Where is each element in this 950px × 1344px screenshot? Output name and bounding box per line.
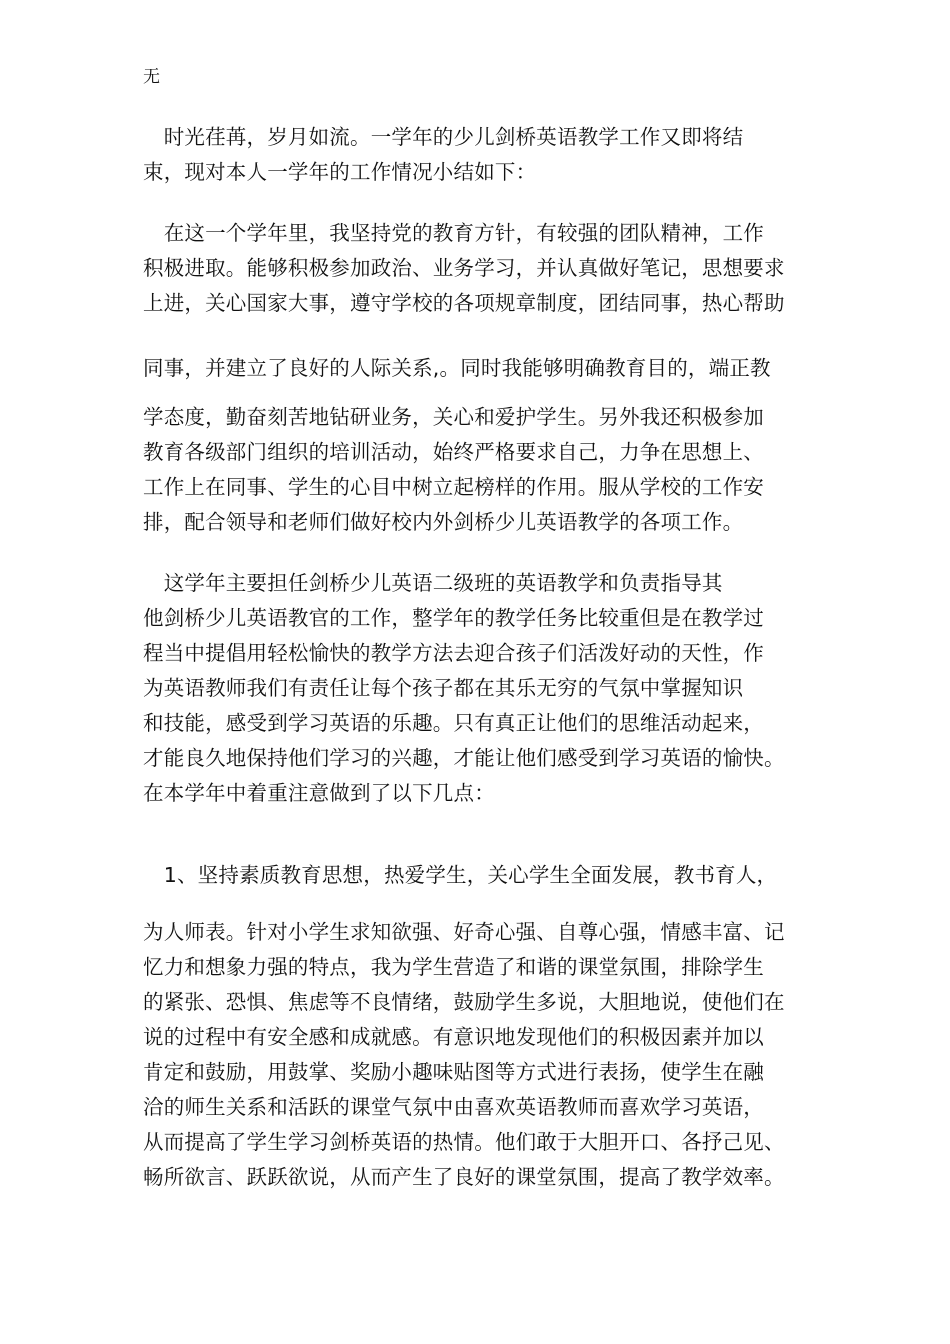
text-line: 和技能，感受到学习英语的乐趣。只有真正让他们的思维活动起来， xyxy=(143,711,764,735)
text-line: 1、坚持素质教育思想，热爱学生，关心学生全面发展，教书育人， xyxy=(143,863,778,887)
text-line: 在本学年中着重注意做到了以下几点： xyxy=(143,781,495,805)
text-line: 程当中提倡用轻松愉快的教学方法去迎合孩子们活泼好动的天性，作 xyxy=(143,641,764,665)
text-line: 才能良久地保持他们学习的兴趣，才能让他们感受到学习英语的愉快。 xyxy=(143,746,785,770)
text-line: 排，配合领导和老师们做好校内外剑桥少儿英语教学的各项工作。 xyxy=(143,510,744,534)
text-line: 在这一个学年里，我坚持党的教育方针，有较强的团队精神，工作 xyxy=(143,221,764,245)
text-line: 的紧张、恐惧、焦虑等不良情绪，鼓励学生多说，大胆地说，使他们在 xyxy=(143,990,785,1014)
text-line: 说的过程中有安全感和成就感。有意识地发现他们的积极因素并加以 xyxy=(143,1025,764,1049)
text-line: 为英语教师我们有责任让每个孩子都在其乐无穷的气氛中掌握知识 xyxy=(143,676,744,700)
text-line: 这学年主要担任剑桥少儿英语二级班的英语教学和负责指导其 xyxy=(143,571,723,595)
text-line: 畅所欲言、跃跃欲说，从而产生了良好的课堂氛围，提高了教学效率。 xyxy=(143,1165,785,1189)
text-line: 教育各级部门组织的培训活动，始终严格要求自己，力争在思想上、 xyxy=(143,440,764,464)
text-line: 洽的师生关系和活跃的课堂气氛中由喜欢英语教师而喜欢学习英语， xyxy=(143,1095,764,1119)
text-line: 时光荏苒，岁月如流。一学年的少儿剑桥英语教学工作又即将结 xyxy=(143,125,744,149)
text-line: 束，现对本人一学年的工作情况小结如下： xyxy=(143,160,537,184)
text-line: 忆力和想象力强的特点，我为学生营造了和谐的课堂氛围，排除学生 xyxy=(143,955,764,979)
text-line: 从而提高了学生学习剑桥英语的热情。他们敢于大胆开口、各抒己见、 xyxy=(143,1130,785,1154)
text-line: 学态度，勤奋刻苦地钻研业务，关心和爱护学生。另外我还积极参加 xyxy=(143,405,764,429)
text-line: 他剑桥少儿英语教官的工作，整学年的教学任务比较重但是在教学过 xyxy=(143,606,764,630)
text-line: 工作上在同事、学生的心目中树立起榜样的作用。服从学校的工作安 xyxy=(143,475,764,499)
text-line: 肯定和鼓励，用鼓掌、奖励小趣味贴图等方式进行表扬，使学生在融 xyxy=(143,1060,764,1084)
text-line: 上进，关心国家大事，遵守学校的各项规章制度，团结同事，热心帮助 xyxy=(143,291,785,315)
text-line: 积极进取。能够积极参加政治、业务学习，并认真做好笔记，思想要求 xyxy=(143,256,785,280)
text-line: 同事，并建立了良好的人际关系,。同时我能够明确教育目的，端正教 xyxy=(143,356,771,380)
header-title: 无 xyxy=(143,67,160,87)
text-line: 为人师表。针对小学生求知欲强、好奇心强、自尊心强，情感丰富、记 xyxy=(143,920,785,944)
